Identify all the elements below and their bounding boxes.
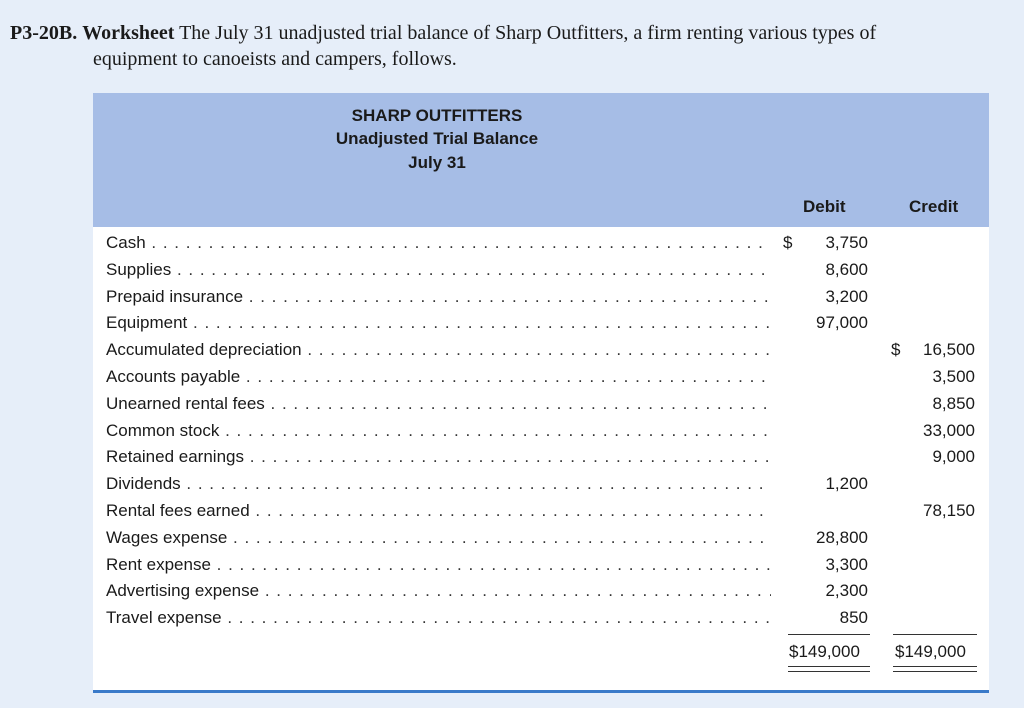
bottom-accent-bar xyxy=(93,690,989,693)
account-name: Cash . . . xyxy=(106,233,771,253)
credit-total: $149,000 xyxy=(895,642,966,661)
debit-double-rule xyxy=(788,666,870,672)
debit-sign: $ xyxy=(783,233,793,252)
account-name: Common stock . . . xyxy=(106,421,771,441)
account-name: Unearned rental fees . . . xyxy=(106,394,771,414)
statement-header xyxy=(93,93,989,227)
credit-amount: 9,000 xyxy=(932,447,975,467)
account-row xyxy=(93,313,989,340)
account-rows xyxy=(93,233,989,635)
account-row xyxy=(93,394,989,421)
problem-number: P3-20B. xyxy=(10,22,78,44)
account-row xyxy=(93,608,989,635)
debit-cell xyxy=(783,287,868,307)
debit-amount: 3,300 xyxy=(825,554,868,574)
debit-cell xyxy=(783,313,868,333)
problem-keyword: Worksheet xyxy=(82,22,175,44)
statement-title: Unadjusted Trial Balance xyxy=(335,129,539,148)
debit-amount: 3,200 xyxy=(825,286,868,306)
account-name: Wages expense . . . xyxy=(106,528,771,548)
credit-column-header: Credit xyxy=(909,197,959,216)
account-row xyxy=(93,528,989,555)
debit-cell xyxy=(783,555,868,575)
account-name: Supplies . . . xyxy=(106,260,771,280)
credit-amount: 33,000 xyxy=(923,420,975,440)
account-row xyxy=(93,447,989,474)
account-name: Accumulated depreciation . . . xyxy=(106,340,771,360)
debit-amount: 1,200 xyxy=(825,474,868,494)
debit-amount: 2,300 xyxy=(825,581,868,601)
account-name: Dividends . . . xyxy=(106,474,771,494)
account-name: Travel expense . . . xyxy=(106,608,771,628)
account-row xyxy=(93,501,989,528)
credit-cell xyxy=(891,447,975,467)
account-row xyxy=(93,474,989,501)
credit-cell xyxy=(891,501,975,521)
account-row xyxy=(93,367,989,394)
account-row xyxy=(93,555,989,582)
account-row xyxy=(93,581,989,608)
debit-amount: 28,800 xyxy=(816,527,868,547)
account-row xyxy=(93,260,989,287)
account-row xyxy=(93,421,989,448)
account-row xyxy=(93,287,989,314)
debit-cell xyxy=(783,474,868,494)
debit-amount: 3,750 xyxy=(825,233,868,252)
credit-cell xyxy=(891,394,975,414)
account-name: Rental fees earned . . . xyxy=(106,501,771,521)
debit-total-rule xyxy=(788,634,870,635)
account-name: Rent expense . . . xyxy=(106,555,771,575)
account-name: Equipment . . . xyxy=(106,313,771,333)
account-name: Accounts payable . . . xyxy=(106,367,771,387)
problem-text-line1: The July 31 unadjusted trial balance of Sharp Outfitters, a firm renting various types of xyxy=(179,22,877,44)
credit-amount: 78,150 xyxy=(923,500,975,520)
credit-cell xyxy=(891,367,975,387)
problem-statement xyxy=(10,20,1010,72)
debit-cell xyxy=(783,608,868,628)
credit-total-rule xyxy=(893,634,977,635)
trial-balance-card xyxy=(93,93,989,693)
credit-double-rule xyxy=(893,666,977,672)
debit-cell xyxy=(783,233,868,253)
account-name: Prepaid insurance . . . xyxy=(106,287,771,307)
debit-cell xyxy=(783,581,868,601)
credit-cell xyxy=(891,421,975,441)
credit-amount: 16,500 xyxy=(923,340,975,360)
problem-text-line2: equipment to canoeists and campers, follows. xyxy=(93,48,457,70)
debit-cell xyxy=(783,528,868,548)
credit-cell xyxy=(891,340,975,360)
account-row xyxy=(93,233,989,260)
debit-column-header: Debit xyxy=(803,197,846,216)
statement-date: July 31 xyxy=(408,153,466,172)
debit-total: $149,000 xyxy=(789,642,860,661)
account-name: Retained earnings . . . xyxy=(106,447,771,467)
debit-amount: 8,600 xyxy=(825,259,868,279)
account-name: Advertising expense . . . xyxy=(106,581,771,601)
credit-amount: 8,850 xyxy=(932,393,975,413)
account-row xyxy=(93,340,989,367)
credit-amount: 3,500 xyxy=(932,366,975,386)
debit-cell xyxy=(783,260,868,280)
company-name: SHARP OUTFITTERS xyxy=(351,106,523,125)
credit-sign: $ xyxy=(891,340,901,360)
debit-amount: 850 xyxy=(839,608,868,628)
debit-amount: 97,000 xyxy=(816,313,868,333)
